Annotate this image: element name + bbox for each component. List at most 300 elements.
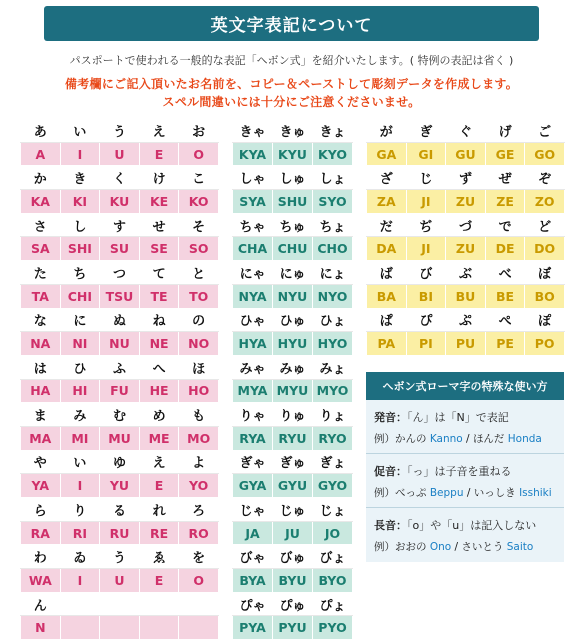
kana-cell: く [100,166,140,190]
romaji-cell: RYU [273,426,313,450]
kana-cell: こ [179,166,219,190]
kana-cell: の [179,308,219,332]
rule-example [374,431,556,453]
romaji-cell: HE [139,379,179,403]
kana-cell: ど [525,213,565,237]
romaji-row [367,142,565,166]
kana-cell: え [139,450,179,474]
kana-cell: ぱ [367,308,407,332]
kana-cell: ぎゅ [273,450,313,474]
kana-cell: ゐ [60,545,100,569]
example-kana: ほんだ [472,433,505,445]
example-romaji: Kanno [429,433,463,445]
page-title: 英文字表記について [44,6,539,41]
kana-row [233,355,353,379]
kana-cell: た [21,261,61,285]
romaji-cell: KYU [273,142,313,166]
romaji-cell: HO [179,379,219,403]
kana-cell: が [367,119,407,143]
romaji-cell: PO [525,332,565,356]
kana-row [367,261,565,285]
kana-cell: ま [21,403,61,427]
romaji-row [21,616,219,640]
romaji-cell: DE [485,237,525,261]
romaji-cell: ZE [485,190,525,214]
romaji-cell: HI [60,379,100,403]
kana-row [233,450,353,474]
kana-cell: む [100,403,140,427]
romaji-cell [60,616,100,640]
romaji-row [21,474,219,498]
romaji-cell: O [179,142,219,166]
kana-cell: きょ [313,119,353,143]
kana-cell: ご [525,119,565,143]
notice-line-1: 備考欄にご記入頂いたお名前を、コピー＆ペーストして彫刻データを作成します。 [64,77,519,91]
kana-cell: りゅ [273,403,313,427]
kana-cell: び [406,261,446,285]
romaji-cell: GE [485,142,525,166]
example-separator: / [462,433,473,445]
kana-cell: びょ [313,545,353,569]
romaji-row [21,521,219,545]
romaji-cell: RU [100,521,140,545]
kana-cell: べ [485,261,525,285]
kana-cell: じゅ [273,498,313,522]
romaji-cell: BYO [313,569,353,593]
romaji-cell: BE [485,284,525,308]
romaji-cell: GA [367,142,407,166]
romaji-cell: JI [406,190,446,214]
romaji-cell: BYA [233,569,273,593]
romaji-row [233,237,353,261]
romaji-cell: MYA [233,379,273,403]
romaji-cell: RO [179,521,219,545]
example-separator: / [463,487,474,499]
example-prefix: 例） [374,487,395,499]
kana-row [21,403,219,427]
romaji-cell: I [60,142,100,166]
kana-cell: じ [406,166,446,190]
kana-cell: も [179,403,219,427]
example-kana: さいとう [461,541,504,553]
example-separator: / [451,541,462,553]
kana-cell: ひゃ [233,308,273,332]
romaji-cell: E [139,474,179,498]
yoon-kana-table [232,118,353,640]
kana-cell: ほ [179,355,219,379]
kana-row [233,308,353,332]
romaji-cell: BO [525,284,565,308]
romaji-cell: ZU [446,190,486,214]
romaji-row [233,474,353,498]
romaji-cell: ME [139,426,179,450]
romaji-cell: I [60,569,100,593]
romaji-row [233,284,353,308]
kana-cell: ふ [100,355,140,379]
kana-cell: お [179,119,219,143]
kana-row [21,545,219,569]
romaji-cell: PE [485,332,525,356]
kana-cell: よ [179,450,219,474]
romaji-cell: ZA [367,190,407,214]
kana-row [367,119,565,143]
kana-cell: ゆ [100,450,140,474]
kana-cell: ぞ [525,166,565,190]
romaji-cell: MU [100,426,140,450]
special-rules-box [366,372,564,562]
romaji-cell: PYU [273,616,313,640]
romaji-cell: PI [406,332,446,356]
romaji-row [21,190,219,214]
romaji-cell: KA [21,190,61,214]
kana-cell: み [60,403,100,427]
romaji-cell: GYA [233,474,273,498]
kana-cell: ぬ [100,308,140,332]
kana-row [21,166,219,190]
example-romaji: Ono [429,541,452,553]
romaji-cell: HYU [273,332,313,356]
kana-cell: ぜ [485,166,525,190]
romaji-cell: NE [139,332,179,356]
kana-cell: あ [21,119,61,143]
romaji-cell: HYO [313,332,353,356]
romaji-cell: SHU [273,190,313,214]
romaji-cell: GU [446,142,486,166]
kana-row [21,498,219,522]
romaji-cell: PYA [233,616,273,640]
romaji-cell: MI [60,426,100,450]
kana-cell: を [179,545,219,569]
kana-cell: ひゅ [273,308,313,332]
romaji-cell: CHO [313,237,353,261]
romaji-cell: E [139,142,179,166]
kana-cell: ぴゅ [273,592,313,616]
romaji-cell: SYO [313,190,353,214]
kana-cell: い [60,119,100,143]
romaji-cell: CHA [233,237,273,261]
kana-cell: づ [446,213,486,237]
kana-cell: で [485,213,525,237]
rule-desc: 「っ」は子音を重ねる [407,465,512,478]
dakuon-kana-table [366,118,565,356]
romaji-cell: BI [406,284,446,308]
kana-cell: ちゅ [273,213,313,237]
kana-row [21,355,219,379]
romaji-cell: SA [21,237,61,261]
kana-cell: じょ [313,498,353,522]
kana-cell: れ [139,498,179,522]
romaji-cell: U [100,142,140,166]
kana-cell: げ [485,119,525,143]
kana-cell: ん [21,592,61,616]
kana-cell: う [100,119,140,143]
romaji-cell: GI [406,142,446,166]
example-prefix: 例） [374,541,395,553]
kana-cell: て [139,261,179,285]
romaji-cell: NYA [233,284,273,308]
romaji-cell: SO [179,237,219,261]
romaji-row [367,332,565,356]
example-romaji: Isshiki [519,487,552,499]
kana-cell: へ [139,355,179,379]
romaji-cell: ZO [525,190,565,214]
romaji-cell: RI [60,521,100,545]
romaji-cell: DO [525,237,565,261]
romaji-row [233,521,353,545]
romaji-cell: PU [446,332,486,356]
kana-cell: ぴょ [313,592,353,616]
romaji-cell: WA [21,569,61,593]
kana-cell: ぐ [446,119,486,143]
kana-cell: じゃ [233,498,273,522]
romaji-cell: SHI [60,237,100,261]
romaji-row [21,332,219,356]
kana-cell [179,592,219,616]
romaji-cell: CHU [273,237,313,261]
romaji-row [233,379,353,403]
romaji-cell: BYU [273,569,313,593]
kana-cell: ぽ [525,308,565,332]
romaji-cell: RYO [313,426,353,450]
rules-heading: ヘボン式ローマ字の特殊な使い方 [366,372,564,400]
kana-cell: わ [21,545,61,569]
romaji-cell: ZU [446,237,486,261]
romaji-cell: KYO [313,142,353,166]
kana-row [233,545,353,569]
rule-label: 長音： [374,519,407,532]
romaji-cell: NYU [273,284,313,308]
intro-text: パスポートで使われる一般的な表記「ヘボン式」を紹介いたします。( 特例の表記は省く ) [69,54,514,67]
romaji-cell: TSU [100,284,140,308]
kana-cell: う [100,545,140,569]
kana-cell [100,592,140,616]
kana-cell: しゃ [233,166,273,190]
rule-line [374,409,556,425]
kana-cell: みゅ [273,355,313,379]
romaji-cell: DA [367,237,407,261]
romaji-cell: SYA [233,190,273,214]
romaji-row [21,569,219,593]
kana-row [21,119,219,143]
rule-desc: 「ん」は「N」で表記 [407,411,509,424]
kana-cell: さ [21,213,61,237]
romaji-cell: NO [179,332,219,356]
romaji-cell [139,616,179,640]
rule-label: 促音： [374,465,407,478]
romaji-cell: RE [139,521,179,545]
kana-cell: ず [446,166,486,190]
romaji-cell: SE [139,237,179,261]
romaji-cell: GYO [313,474,353,498]
romaji-cell: KI [60,190,100,214]
romaji-cell: JI [406,237,446,261]
kana-cell: ぎょ [313,450,353,474]
rule-line [374,463,556,479]
romaji-row [233,190,353,214]
kana-cell: りゃ [233,403,273,427]
kana-cell [139,592,179,616]
romaji-cell: CHI [60,284,100,308]
kana-cell: き [60,166,100,190]
example-kana: かんの [395,433,427,445]
romaji-cell: HYA [233,332,273,356]
romaji-cell: YU [100,474,140,498]
kana-cell: みゃ [233,355,273,379]
rule-desc: 「o」や「u」は記入しない [407,519,537,532]
kana-cell: ぎ [406,119,446,143]
romaji-cell: E [139,569,179,593]
basic-kana-table [20,118,219,640]
rule-item [366,453,564,507]
romaji-cell: NU [100,332,140,356]
romaji-cell: YO [179,474,219,498]
kana-cell: や [21,450,61,474]
romaji-row [21,284,219,308]
kana-cell: ぶ [446,261,486,285]
kana-cell: る [100,498,140,522]
notice-line-2: スペル間違いには十分にご注意くださいませ。 [162,95,421,109]
kana-cell: な [21,308,61,332]
kana-cell: だ [367,213,407,237]
kana-cell: つ [100,261,140,285]
romaji-row [21,142,219,166]
romaji-cell: U [100,569,140,593]
example-prefix: 例） [374,433,395,445]
romaji-cell: JA [233,521,273,545]
kana-cell: ちょ [313,213,353,237]
romaji-cell: HA [21,379,61,403]
romaji-row [367,190,565,214]
kana-cell: ば [367,261,407,285]
kana-cell: ひ [60,355,100,379]
kana-row [233,261,353,285]
romaji-cell: KE [139,190,179,214]
rule-label: 発音： [374,411,407,424]
kana-row [21,261,219,285]
kana-row [367,308,565,332]
romaji-cell [179,616,219,640]
example-romaji: Honda [507,433,542,445]
rule-item [366,507,564,561]
kana-cell: しょ [313,166,353,190]
romaji-row [233,616,353,640]
kana-cell: す [100,213,140,237]
romaji-cell: JU [273,521,313,545]
kana-row [233,166,353,190]
romaji-cell: KYA [233,142,273,166]
romaji-cell: PYO [313,616,353,640]
romaji-cell: N [21,616,61,640]
romaji-row [233,142,353,166]
kana-cell: と [179,261,219,285]
romaji-cell: MO [179,426,219,450]
kana-row [21,450,219,474]
example-romaji: Beppu [429,487,464,499]
kana-cell: そ [179,213,219,237]
kana-cell: きゅ [273,119,313,143]
kana-cell: ぢ [406,213,446,237]
romaji-cell: TO [179,284,219,308]
romaji-cell: I [60,474,100,498]
kana-cell: に [60,308,100,332]
kana-cell: め [139,403,179,427]
romaji-cell: BU [446,284,486,308]
kana-cell: ひょ [313,308,353,332]
romaji-cell: O [179,569,219,593]
romaji-cell: BA [367,284,407,308]
romaji-cell: MYU [273,379,313,403]
romaji-cell: NYO [313,284,353,308]
romaji-cell: FU [100,379,140,403]
romaji-row [367,237,565,261]
kana-cell: ぎゃ [233,450,273,474]
romaji-cell: GYU [273,474,313,498]
example-kana: いっしき [473,487,516,499]
example-romaji: Saito [506,541,534,553]
kana-row [233,119,353,143]
kana-cell: みょ [313,355,353,379]
kana-row [233,592,353,616]
kana-cell: ゑ [139,545,179,569]
romaji-cell: TE [139,284,179,308]
kana-row [367,213,565,237]
romaji-cell: RYA [233,426,273,450]
romaji-cell: RA [21,521,61,545]
romaji-cell: KO [179,190,219,214]
kana-cell: りょ [313,403,353,427]
kana-cell: びゅ [273,545,313,569]
kana-row [233,498,353,522]
kana-cell: ね [139,308,179,332]
romaji-cell: JO [313,521,353,545]
romaji-cell: TA [21,284,61,308]
kana-cell: にゅ [273,261,313,285]
kana-cell: せ [139,213,179,237]
romaji-row [21,426,219,450]
romaji-row [233,426,353,450]
kana-cell: ぴ [406,308,446,332]
kana-cell: ぴゃ [233,592,273,616]
kana-row [21,592,219,616]
kana-cell: きゃ [233,119,273,143]
kana-row [367,166,565,190]
kana-cell: にょ [313,261,353,285]
romaji-row [21,379,219,403]
kana-cell: し [60,213,100,237]
example-kana: おおの [395,541,427,553]
kana-cell: け [139,166,179,190]
romaji-cell: A [21,142,61,166]
kana-cell: は [21,355,61,379]
kana-row [21,308,219,332]
rule-line [374,517,556,533]
kana-cell [60,592,100,616]
romaji-cell: PA [367,332,407,356]
romaji-cell [100,616,140,640]
kana-row [233,403,353,427]
kana-row [21,213,219,237]
romaji-cell: MYO [313,379,353,403]
kana-cell: びゃ [233,545,273,569]
kana-cell: ぼ [525,261,565,285]
kana-row [233,213,353,237]
romaji-cell: KU [100,190,140,214]
kana-cell: か [21,166,61,190]
romaji-cell: SU [100,237,140,261]
kana-cell: にゃ [233,261,273,285]
kana-cell: しゅ [273,166,313,190]
rule-example [374,539,556,561]
